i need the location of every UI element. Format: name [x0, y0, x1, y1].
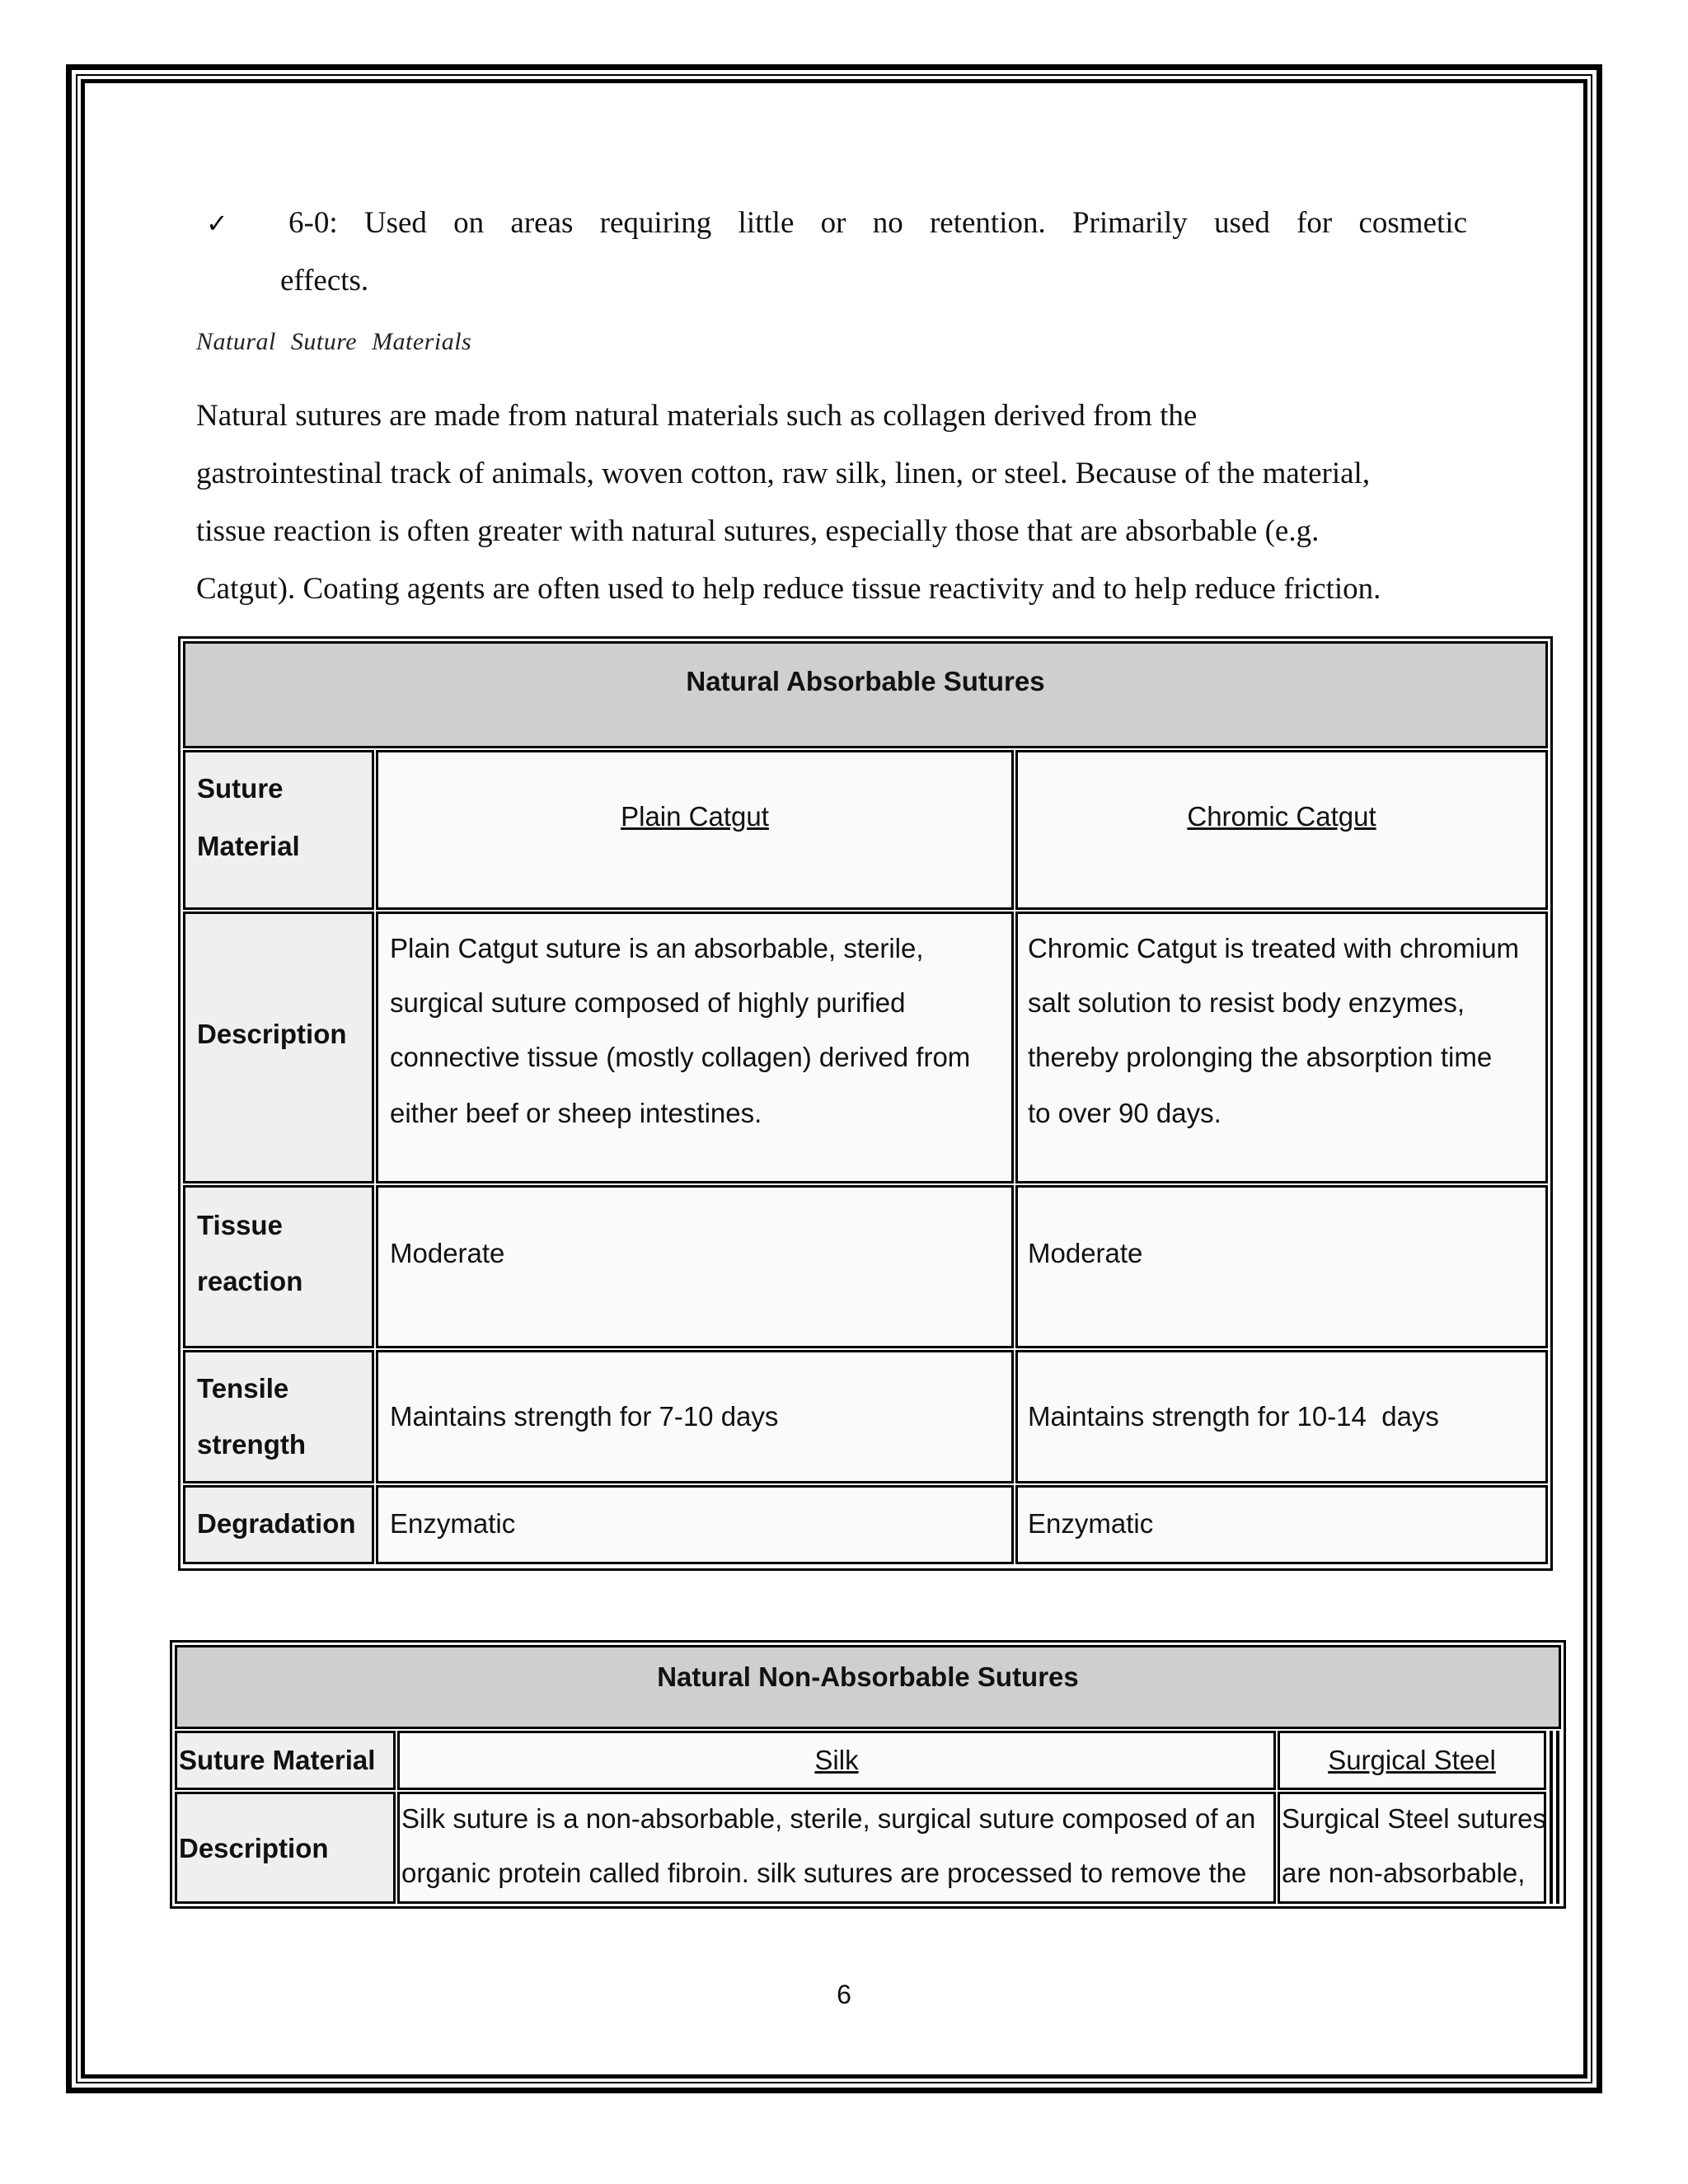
description-line: thereby prolonging the absorption time: [1028, 1042, 1493, 1072]
paragraph-line: Catgut). Coating agents are often used to help reduce tissue reactivity and to help reduce friction.: [196, 572, 1381, 606]
table1-header-chromic-catgut: Chromic Catgut: [1187, 801, 1376, 832]
table2-header-label: Suture Material: [179, 1745, 376, 1775]
cell-value: Moderate: [1028, 1238, 1143, 1268]
table2-row-label: Description: [179, 1833, 329, 1863]
table1-tissue-col2: [1015, 1185, 1548, 1348]
table1-degradation-col1: [376, 1485, 1014, 1564]
cell-value: Maintains strength for 7-10 days: [390, 1401, 779, 1432]
table1-row-label: reaction: [197, 1266, 303, 1296]
body-paragraph: [196, 387, 1548, 618]
bullet-text-line2: effects.: [280, 264, 369, 298]
table1-header-label-line: Suture: [197, 773, 284, 804]
paragraph-line: tissue reaction is often greater with natural sutures, especially those that are absorbable (e.g.: [196, 514, 1320, 548]
table2-header-label-cell: [175, 1731, 396, 1790]
cell-value: Maintains strength for 10-14 days: [1028, 1401, 1439, 1432]
table1-row-label-cell: [183, 1485, 374, 1564]
description-line: Surgical Steel sutures: [1282, 1803, 1546, 1834]
description-line: surgical suture composed of highly purified: [390, 987, 906, 1018]
table2-header-col2: [1278, 1731, 1546, 1790]
description-line: connective tissue (mostly collagen) derived from: [390, 1042, 971, 1072]
table1-row-label-cell: [183, 1185, 374, 1348]
table1-row-label: Tensile: [197, 1373, 289, 1404]
table1-row-label: Description: [197, 1019, 347, 1049]
paragraph-line: Natural sutures are made from natural materials such as collagen derived from the: [196, 399, 1198, 433]
description-line: Plain Catgut suture is an absorbable, sterile,: [390, 933, 924, 963]
cell-value: Enzymatic: [390, 1508, 516, 1539]
table1-tissue-col1: [376, 1185, 1014, 1348]
table1-header-label-line: Material: [197, 831, 300, 861]
table1-tensile-col1: [376, 1350, 1014, 1483]
table1-header-col1: [376, 750, 1014, 910]
page-number: 6: [837, 1980, 851, 2009]
table1-degradation-col2: [1015, 1485, 1548, 1564]
paragraph-line: gastrointestinal track of animals, woven cotton, raw silk, linen, or steel. Because of the material,: [196, 457, 1371, 490]
table2-description-col2: [1278, 1792, 1546, 1904]
description-line: to over 90 days.: [1028, 1098, 1221, 1128]
checkmark-icon: ✓: [206, 208, 228, 239]
table1-row-label-cell: [183, 1350, 374, 1483]
description-line: Silk suture is a non-absorbable, sterile, surgical suture composed of an: [401, 1803, 1256, 1834]
description-line: salt solution to resist body enzymes,: [1028, 987, 1465, 1018]
table1-description-col1: [376, 912, 1014, 1183]
bullet-text-line1: 6-0: Used on areas requiring little or no retention. Primarily used for cosmetic: [288, 206, 1467, 240]
table1-tensile-col2: [1015, 1350, 1548, 1483]
cell-value: Enzymatic: [1028, 1508, 1154, 1539]
table2-title-cell: [175, 1645, 1561, 1729]
table2-title: Natural Non-Absorbable Sutures: [657, 1661, 1079, 1692]
table2-header-col1: [397, 1731, 1276, 1790]
description-line: Chromic Catgut is treated with chromium: [1028, 933, 1520, 963]
table1-row-label-cell: [183, 912, 374, 1183]
table1-row-label: Tissue: [197, 1210, 283, 1240]
table1-header-label-cell: [183, 750, 374, 910]
table2-right-edge-bar: [1550, 1731, 1553, 1904]
table1-description-col2: [1015, 912, 1548, 1183]
table2-header-silk: Silk: [814, 1745, 859, 1775]
section-heading: Natural Suture Materials: [196, 328, 472, 355]
description-line: organic protein called fibroin. silk sutures are processed to remove the: [401, 1858, 1247, 1888]
description-line: are non-absorbable,: [1282, 1858, 1526, 1888]
table1-header-plain-catgut: Plain Catgut: [621, 801, 769, 832]
table1-row-label: Degradation: [197, 1508, 356, 1539]
table1-title: Natural Absorbable Sutures: [686, 666, 1045, 696]
table2-description-label-cell: [175, 1792, 396, 1904]
cell-value: Moderate: [390, 1238, 505, 1268]
table1-title-cell: [183, 641, 1548, 748]
description-line: either beef or sheep intestines.: [390, 1098, 762, 1128]
table2-description-col1: [397, 1792, 1276, 1904]
table1-row-label: strength: [197, 1429, 306, 1460]
table2-right-edge-bar: [1556, 1731, 1559, 1904]
table2-header-surgical-steel: Surgical Steel: [1328, 1745, 1496, 1775]
table1-header-col2: [1015, 750, 1548, 910]
